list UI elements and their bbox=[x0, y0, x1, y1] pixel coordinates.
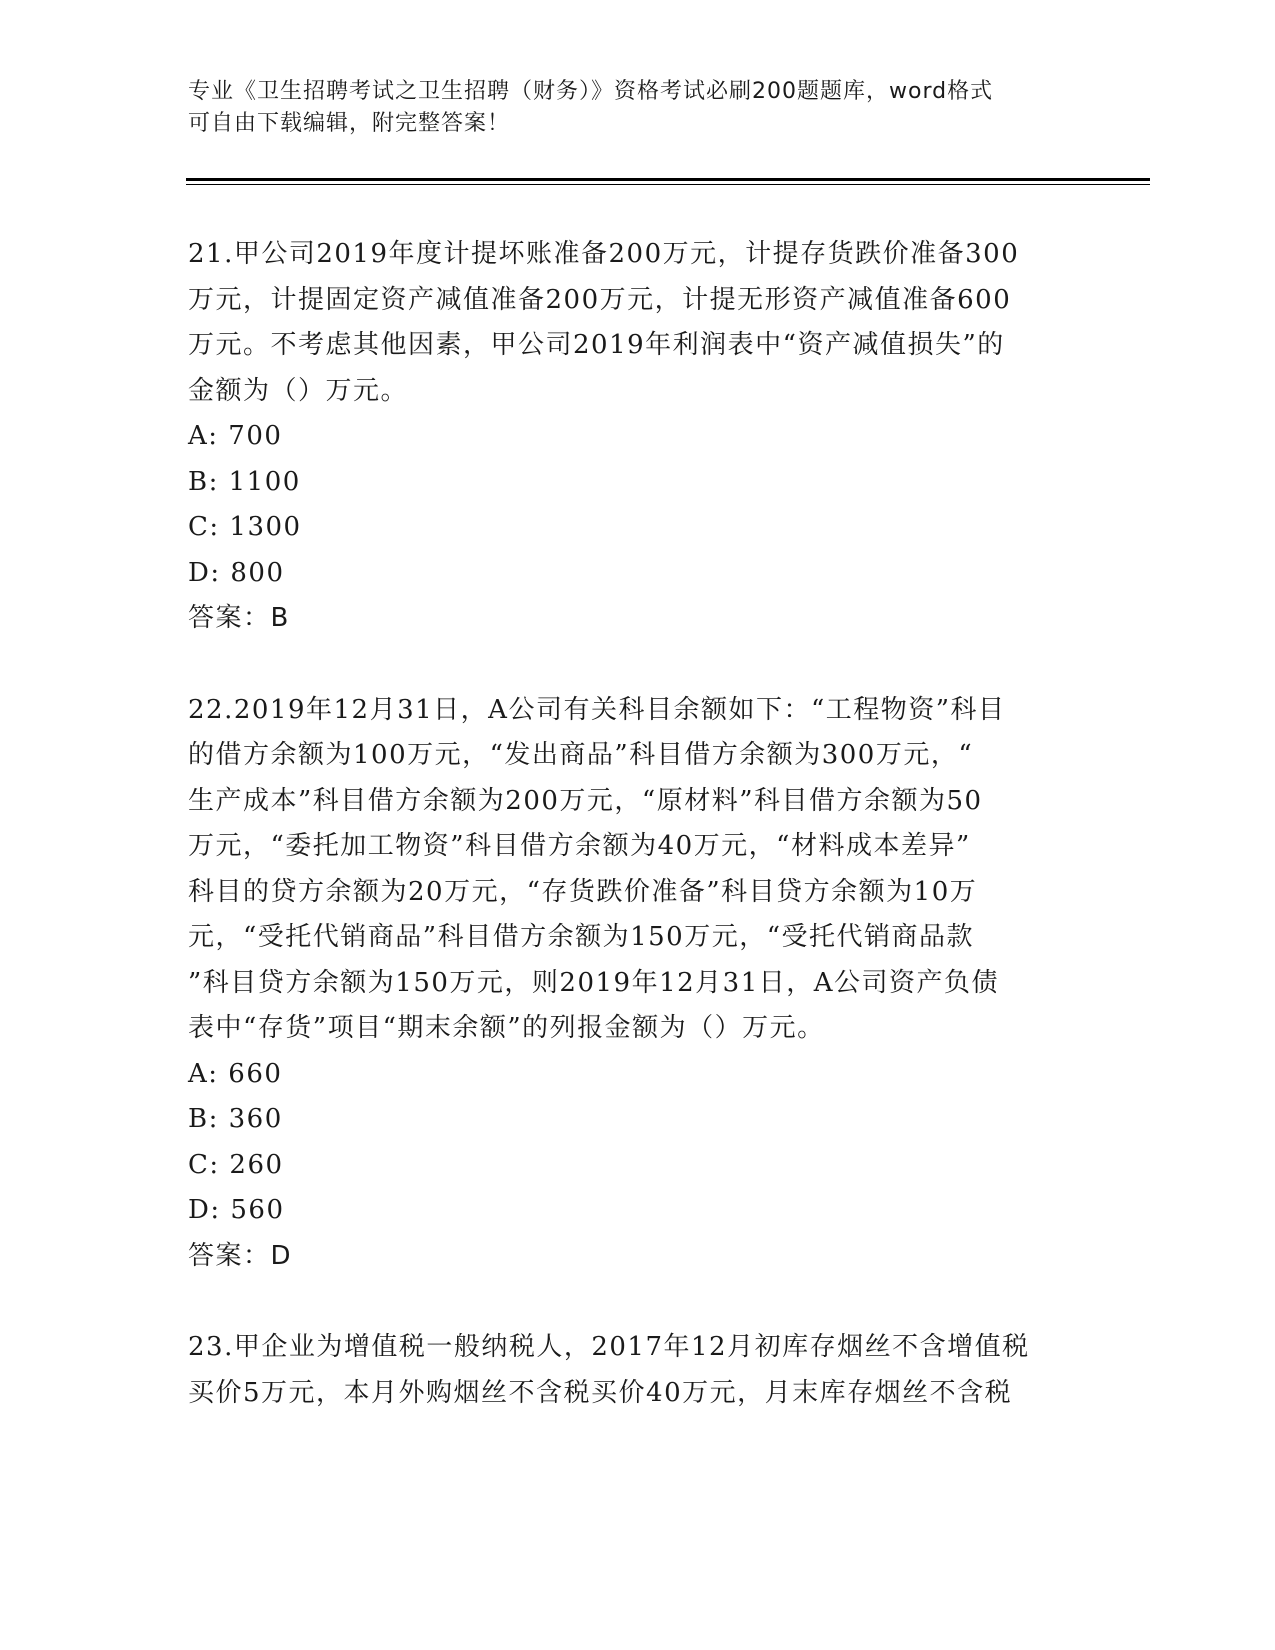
question-text-line: 元，“受托代销商品”科目借方余额为150万元，“受托代销商品款 bbox=[188, 922, 975, 952]
question-spacer bbox=[188, 642, 1088, 688]
option-b: B: 1100 bbox=[188, 466, 301, 497]
question-text-line: 的借方余额为100万元，“发出商品”科目借方余额为300万元，“ bbox=[188, 740, 974, 770]
option-a: A: 700 bbox=[188, 421, 283, 451]
question-text-line: 万元，计提固定资产减值准备200万元，计提无形资产减值准备600 bbox=[188, 284, 1012, 315]
question-text-line: 表中“存货”项目“期末余额”的列报金额为（）万元。 bbox=[188, 1013, 825, 1043]
question-text-line: 22.2019年12月31日，A公司有关科目余额如下：“工程物资”科目 bbox=[188, 694, 1006, 725]
answer-label: 答案：D bbox=[188, 1240, 293, 1271]
question-text-line: 23.甲企业为增值税一般纳税人，2017年12月初库存烟丝不含增值税 bbox=[188, 1332, 1030, 1362]
question-text-line: 买价5万元，本月外购烟丝不含税买价40万元，月末库存烟丝不含税 bbox=[188, 1377, 1013, 1408]
option-c: C: 260 bbox=[188, 1149, 284, 1180]
question-spacer bbox=[188, 1279, 1088, 1325]
question-22 bbox=[188, 688, 1088, 1280]
question-text-line: 万元。不考虑其他因素，甲公司2019年利润表中“资产减值损失”的 bbox=[188, 330, 1005, 360]
question-text-line: ”科目贷方余额为150万元，则2019年12月31日，A公司资产负债 bbox=[188, 967, 1000, 998]
option-d: D: 560 bbox=[188, 1195, 285, 1225]
question-text-line: 生产成本”科目借方余额为200万元，“原材料”科目借方余额为50 bbox=[188, 785, 983, 816]
question-list bbox=[188, 232, 1088, 1416]
option-c: C: 1300 bbox=[188, 512, 302, 542]
header-line-2: 可自由下载编辑，附完整答案！ bbox=[188, 111, 511, 136]
question-text-line: 科目的贷方余额为20万元，“存货跌价准备”科目贷方余额为10万 bbox=[188, 876, 978, 907]
answer-label: 答案：B bbox=[188, 603, 290, 633]
header-divider-thin bbox=[186, 184, 1150, 185]
question-text-line: 金额为（）万元。 bbox=[188, 375, 409, 406]
option-b: B: 360 bbox=[188, 1104, 283, 1134]
question-text-line: 21.甲公司2019年度计提坏账准备200万元，计提存货跌价准备300 bbox=[188, 239, 1020, 269]
question-text-line: 万元，“委托加工物资”科目借方余额为40万元，“材料成本差异” bbox=[188, 831, 971, 861]
header-line-1: 专业《卫生招聘考试之卫生招聘（财务）》资格考试必刷200题题库，word格式 bbox=[188, 79, 994, 104]
question-21 bbox=[188, 232, 1088, 642]
option-d: D: 800 bbox=[188, 557, 285, 588]
option-a: A: 660 bbox=[188, 1058, 283, 1089]
document-header bbox=[188, 76, 1088, 140]
header-divider-thick bbox=[186, 178, 1150, 181]
question-23 bbox=[188, 1325, 1088, 1416]
